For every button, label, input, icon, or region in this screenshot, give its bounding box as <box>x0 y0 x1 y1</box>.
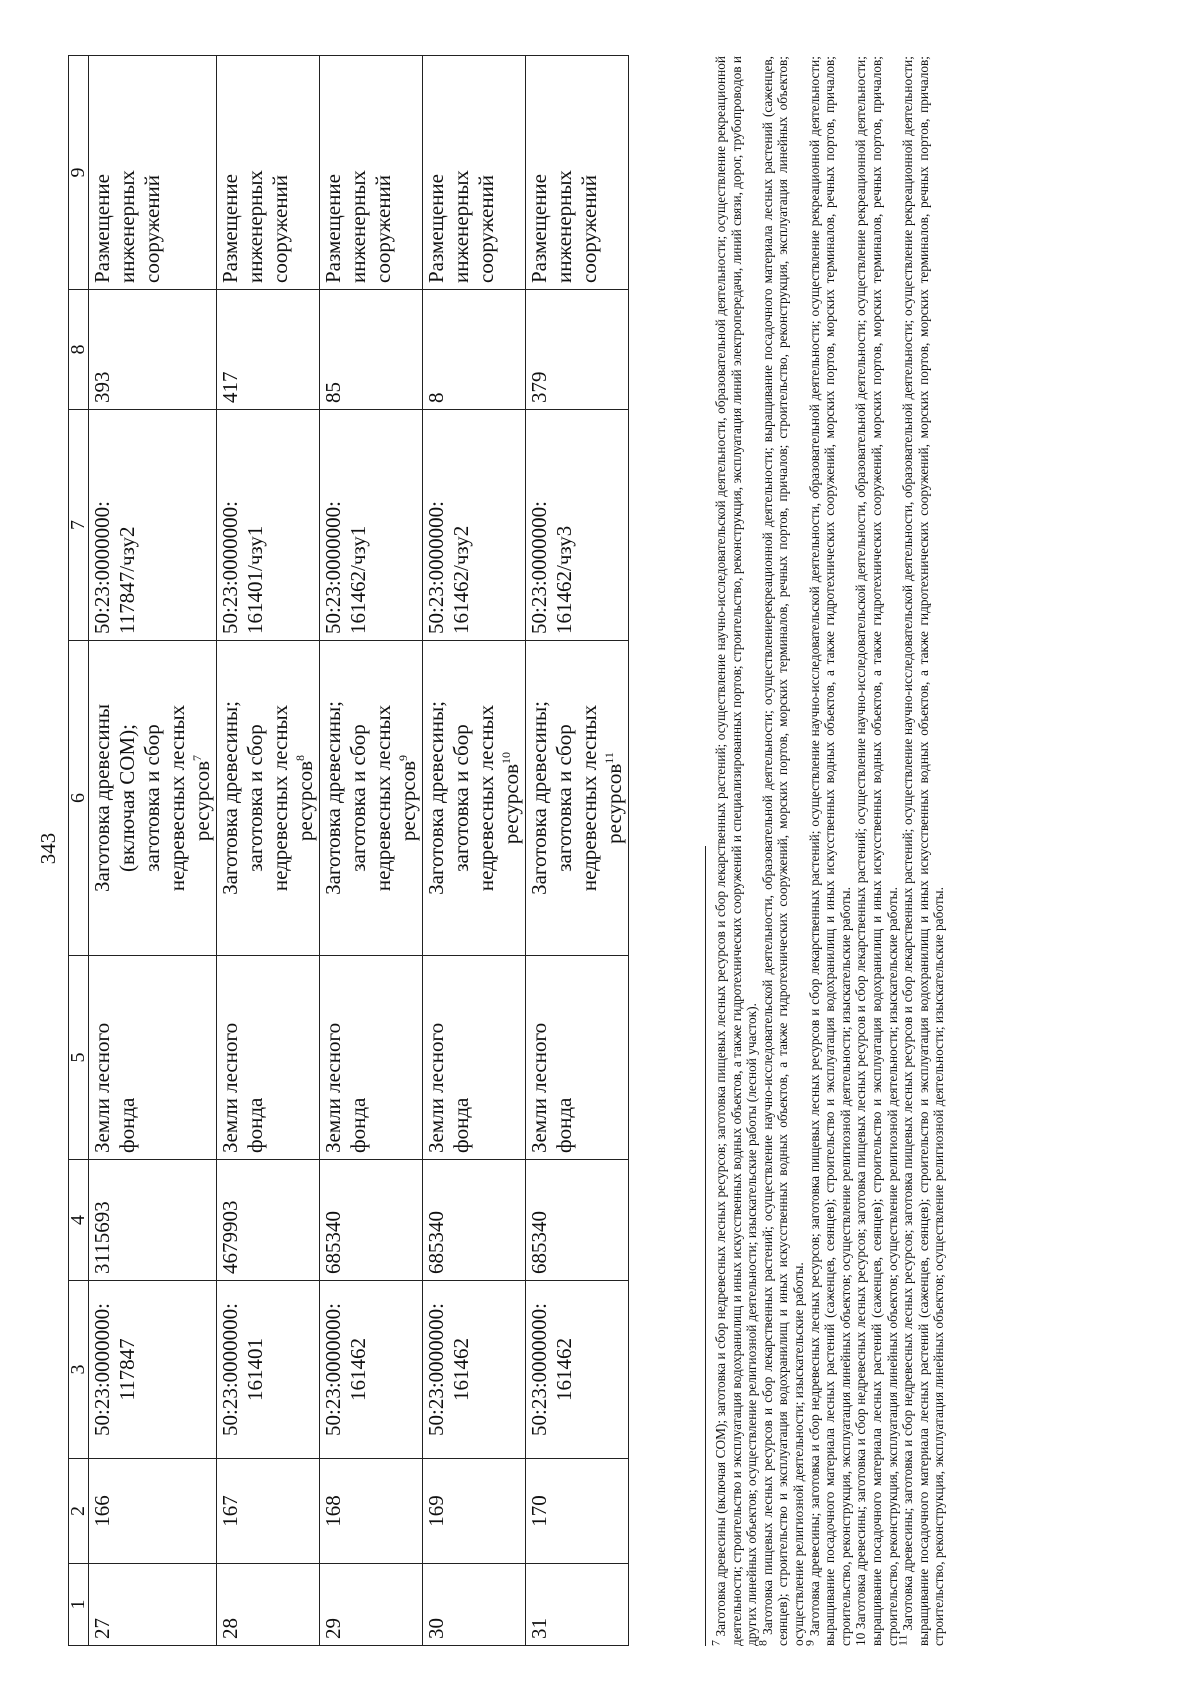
cell-text: 685340 <box>321 1211 345 1274</box>
table-row <box>320 56 423 1646</box>
column-header-7: 7 <box>69 410 89 641</box>
land-plots-table <box>68 55 629 1646</box>
table-cell-col-4 <box>423 1160 526 1281</box>
footnote-reference: 7 <box>190 754 204 761</box>
table-cell-col-4 <box>320 1160 423 1281</box>
footnote <box>802 56 854 1646</box>
cell-text: 50:23:0000000: 117847/чзу2 <box>90 500 139 634</box>
cell-text: Размещение инженерных сооружений <box>424 170 498 283</box>
footnote-mark: 11 <box>895 1634 910 1646</box>
footnote-reference: 8 <box>293 754 307 761</box>
table-row <box>526 56 629 1646</box>
column-header-6: 6 <box>69 641 89 956</box>
footnote <box>708 56 760 1646</box>
table-cell-col-4 <box>217 1160 320 1281</box>
table-cell-col-6 <box>526 641 629 956</box>
table-cell-col-9 <box>217 56 320 290</box>
table-cell-col-8 <box>217 290 320 410</box>
footnote <box>755 56 807 1646</box>
table-cell-col-2 <box>320 1459 423 1564</box>
table-cell-col-2 <box>89 1459 217 1564</box>
table-cell-col-1 <box>89 1564 217 1646</box>
table-cell-col-3 <box>89 1281 217 1459</box>
table-header-row <box>69 56 89 1646</box>
cell-text: Земли лесного фонда <box>527 1022 576 1153</box>
cell-text: 8 <box>424 392 448 403</box>
table-cell-col-1 <box>423 1564 526 1646</box>
footnote-text: Заготовка древесины; заготовка и сбор недревесных лесных ресурсов; заготовка пищевых лесных ресурсов и сбор лекарственных растений; осуществление научно-исследовательской деятельности, образовательной деятельности; осуществление рекреационной деятельности; выращивание посадочного материала лесных растений (саженцев, сеянцев); строительство и эксплуатация водохранилищ и иных искусственных водных объектов, а также гидротехнических сооружений, морских портов, морских терминалов, речных портов, причалов; строительство, реконструкция, эксплуатация линейных объектов; осуществление религиозной деятельности; изыскательские работы. <box>900 56 947 1646</box>
cell-text: 50:23:0000000: 161462/чзу1 <box>321 500 370 634</box>
cell-text: 29 <box>321 1618 345 1639</box>
footnote-text: Заготовка древесины; заготовка и сбор недревесных лесных ресурсов; заготовка пищевых лесных ресурсов и сбор лекарственных растений; осуществление научно-исследовательской деятельности, образовательной деятельности; осуществление рекреационной деятельности; выращивание посадочного материала лесных растений (саженцев, сеянцев); строительство и эксплуатация водохранилищ и иных искусственных водных объектов, а также гидротехнических сооружений, морских портов, морских терминалов, речных портов, причалов; строительство, реконструкция, эксплуатация линейных объектов; осуществление религиозной деятельности; изыскательские работы. <box>806 56 853 1646</box>
table-cell-col-5 <box>320 956 423 1160</box>
column-header-8: 8 <box>69 290 89 410</box>
cell-text: 167 <box>218 1495 242 1527</box>
cell-text: 50:23:0000000: 161462/чзу2 <box>424 500 473 634</box>
column-header-9: 9 <box>69 56 89 290</box>
table-cell-col-7 <box>320 410 423 641</box>
table-cell-col-8 <box>89 290 217 410</box>
cell-text: 31 <box>527 1618 551 1639</box>
table-cell-col-2 <box>526 1459 629 1564</box>
cell-text: 685340 <box>527 1211 551 1274</box>
column-header-2: 2 <box>69 1459 89 1564</box>
cell-text: Заготовка древесины (включая СОМ); заготовка и сбор недревесных лесных ресурсов <box>90 704 214 892</box>
footnotes <box>708 56 947 1646</box>
table-cell-col-5 <box>526 956 629 1160</box>
table-cell-col-8 <box>423 290 526 410</box>
cell-text: Земли лесного фонда <box>218 1022 267 1153</box>
column-header-4: 4 <box>69 1160 89 1281</box>
table-cell-col-7 <box>89 410 217 641</box>
cell-text: 50:23:0000000: 161462 <box>321 1303 370 1437</box>
cell-text: 50:23:0000000: 161401 <box>218 1303 267 1437</box>
table-cell-col-5 <box>423 956 526 1160</box>
cell-text: 50:23:0000000: 161462/чзу3 <box>527 500 576 634</box>
table-cell-col-2 <box>217 1459 320 1564</box>
table-row <box>89 56 217 1646</box>
table-cell-col-3 <box>320 1281 423 1459</box>
table-row <box>423 56 526 1646</box>
table-body <box>89 56 629 1646</box>
cell-text: Заготовка древесины; заготовка и сбор недревесных лесных ресурсов <box>321 701 420 895</box>
footnote-mark: 8 <box>755 1640 770 1646</box>
table-cell-col-1 <box>320 1564 423 1646</box>
table-cell-col-4 <box>526 1160 629 1281</box>
footnote <box>895 56 947 1646</box>
footnote-mark: 9 <box>802 1640 817 1646</box>
cell-text: 4679903 <box>218 1200 242 1274</box>
cell-text: Размещение инженерных сооружений <box>321 170 395 283</box>
cell-text: 27 <box>90 1618 114 1639</box>
column-header-1: 1 <box>69 1564 89 1646</box>
cell-text: 28 <box>218 1618 242 1639</box>
table-cell-col-5 <box>217 956 320 1160</box>
cell-text: 393 <box>90 371 114 403</box>
cell-text: 50:23:0000000: 161401/чзу1 <box>218 500 267 634</box>
table-cell-col-3 <box>526 1281 629 1459</box>
table-cell-col-4 <box>89 1160 217 1281</box>
table-cell-col-9 <box>89 56 217 290</box>
table-cell-col-1 <box>526 1564 629 1646</box>
table-cell-col-7 <box>423 410 526 641</box>
cell-text: 30 <box>424 1618 448 1639</box>
table-cell-col-6 <box>89 641 217 956</box>
table-cell-col-7 <box>217 410 320 641</box>
column-header-5: 5 <box>69 956 89 1160</box>
table-cell-col-2 <box>423 1459 526 1564</box>
cell-text: 417 <box>218 371 242 403</box>
table-cell-col-3 <box>423 1281 526 1459</box>
column-header-3: 3 <box>69 1281 89 1459</box>
cell-text: Заготовка древесины; заготовка и сбор недревесных лесных ресурсов <box>424 701 523 895</box>
cell-text: Земли лесного фонда <box>321 1022 370 1153</box>
footnote <box>853 56 900 1646</box>
footnote-reference: 11 <box>602 752 616 764</box>
footnote-reference: 10 <box>499 751 513 764</box>
table-cell-col-6 <box>423 641 526 956</box>
footnote-divider <box>705 846 706 1646</box>
table-cell-col-9 <box>423 56 526 290</box>
table-cell-col-8 <box>320 290 423 410</box>
cell-text: 50:23:0000000: 161462 <box>424 1303 473 1437</box>
table-cell-col-8 <box>526 290 629 410</box>
table-cell-col-5 <box>89 956 217 1160</box>
cell-text: 169 <box>424 1495 448 1527</box>
cell-text: Земли лесного фонда <box>90 1022 139 1153</box>
cell-text: Размещение инженерных сооружений <box>90 170 164 283</box>
table-cell-col-9 <box>320 56 423 290</box>
cell-text: 50:23:0000000: 117847 <box>90 1303 139 1437</box>
table-cell-col-7 <box>526 410 629 641</box>
cell-text: 685340 <box>424 1211 448 1274</box>
cell-text: 3115693 <box>90 1201 114 1274</box>
footnote-mark: 7 <box>708 1640 723 1646</box>
cell-text: Земли лесного фонда <box>424 1022 473 1153</box>
table-cell-col-3 <box>217 1281 320 1459</box>
cell-text: 85 <box>321 382 345 403</box>
cell-text: Размещение инженерных сооружений <box>527 170 601 283</box>
table-cell-col-9 <box>526 56 629 290</box>
table-cell-col-1 <box>217 1564 320 1646</box>
cell-text: Заготовка древесины; заготовка и сбор недревесных лесных ресурсов <box>218 701 317 895</box>
footnote-reference: 9 <box>396 754 410 761</box>
cell-text: 166 <box>90 1495 114 1527</box>
cell-text: Размещение инженерных сооружений <box>218 170 292 283</box>
footnote-text: Заготовка пищевых лесных ресурсов и сбор лекарственных растений; осуществление научно-исследовательской деятельности, образовательной деятельности; осуществлениерекреационной деятельности; выращивание посадочного материала лесных растений (саженцев, сеянцев); строительство и эксплуатация водохранилищ и иных искусственных водных объектов, а также гидротехнических сооружений, морских портов, морских терминалов, речных портов, причалов; строительство, реконструкция, эксплуатация линейных объектов; осуществление религиозной деятельности; изыскательские работы. <box>759 56 806 1646</box>
cell-text: 168 <box>321 1495 345 1527</box>
cell-text: 170 <box>527 1495 551 1527</box>
footnote-text: 10 Заготовка древесины; заготовка и сбор недревесных лесных ресурсов; заготовка пищевых лесных ресурсов и сбор лекарственных растений; осуществление научно-исследовательской деятельности, образовательной деятельности; осуществление рекреационной деятельности; выращивание посадочного материала лесных растений (саженцев, сеянцев); строительство и эксплуатация водохранилищ и иных искусственных водных объектов, а также гидротехнических сооружений, морских портов, морских терминалов, речных портов, причалов; строительство, реконструкция, эксплуатация линейных объектов; осуществление религиозной деятельности; изыскательские работы. <box>853 56 900 1646</box>
footnote-text: Заготовка древесины (включая СОМ); заготовка и сбор недревесных лесных ресурсов; заготовка пищевых лесных ресурсов и сбор лекарственных растений; осуществление научно-исследовательской деятельности, образовательной деятельности; осуществление рекреационной деятельности; строительство и эксплуатация водохранилищ и иных искусственных водных объектов, а также гидротехнических сооружений и специализированных портов; строительство, реконструкция, эксплуатация линий электропередачи, линий связи, дорог, трубопроводов и других линейных объектов; осуществление религиозной деятельности; изыскательские работы (лесной участок). <box>713 56 760 1646</box>
cell-text: 379 <box>527 371 551 403</box>
table-cell-col-6 <box>217 641 320 956</box>
cell-text: 50:23:0000000: 161462 <box>527 1303 576 1437</box>
table-cell-col-6 <box>320 641 423 956</box>
table-row <box>217 56 320 1646</box>
cell-text: Заготовка древесины; заготовка и сбор недревесных лесных ресурсов <box>527 701 626 895</box>
page-number: 343 <box>36 832 60 865</box>
